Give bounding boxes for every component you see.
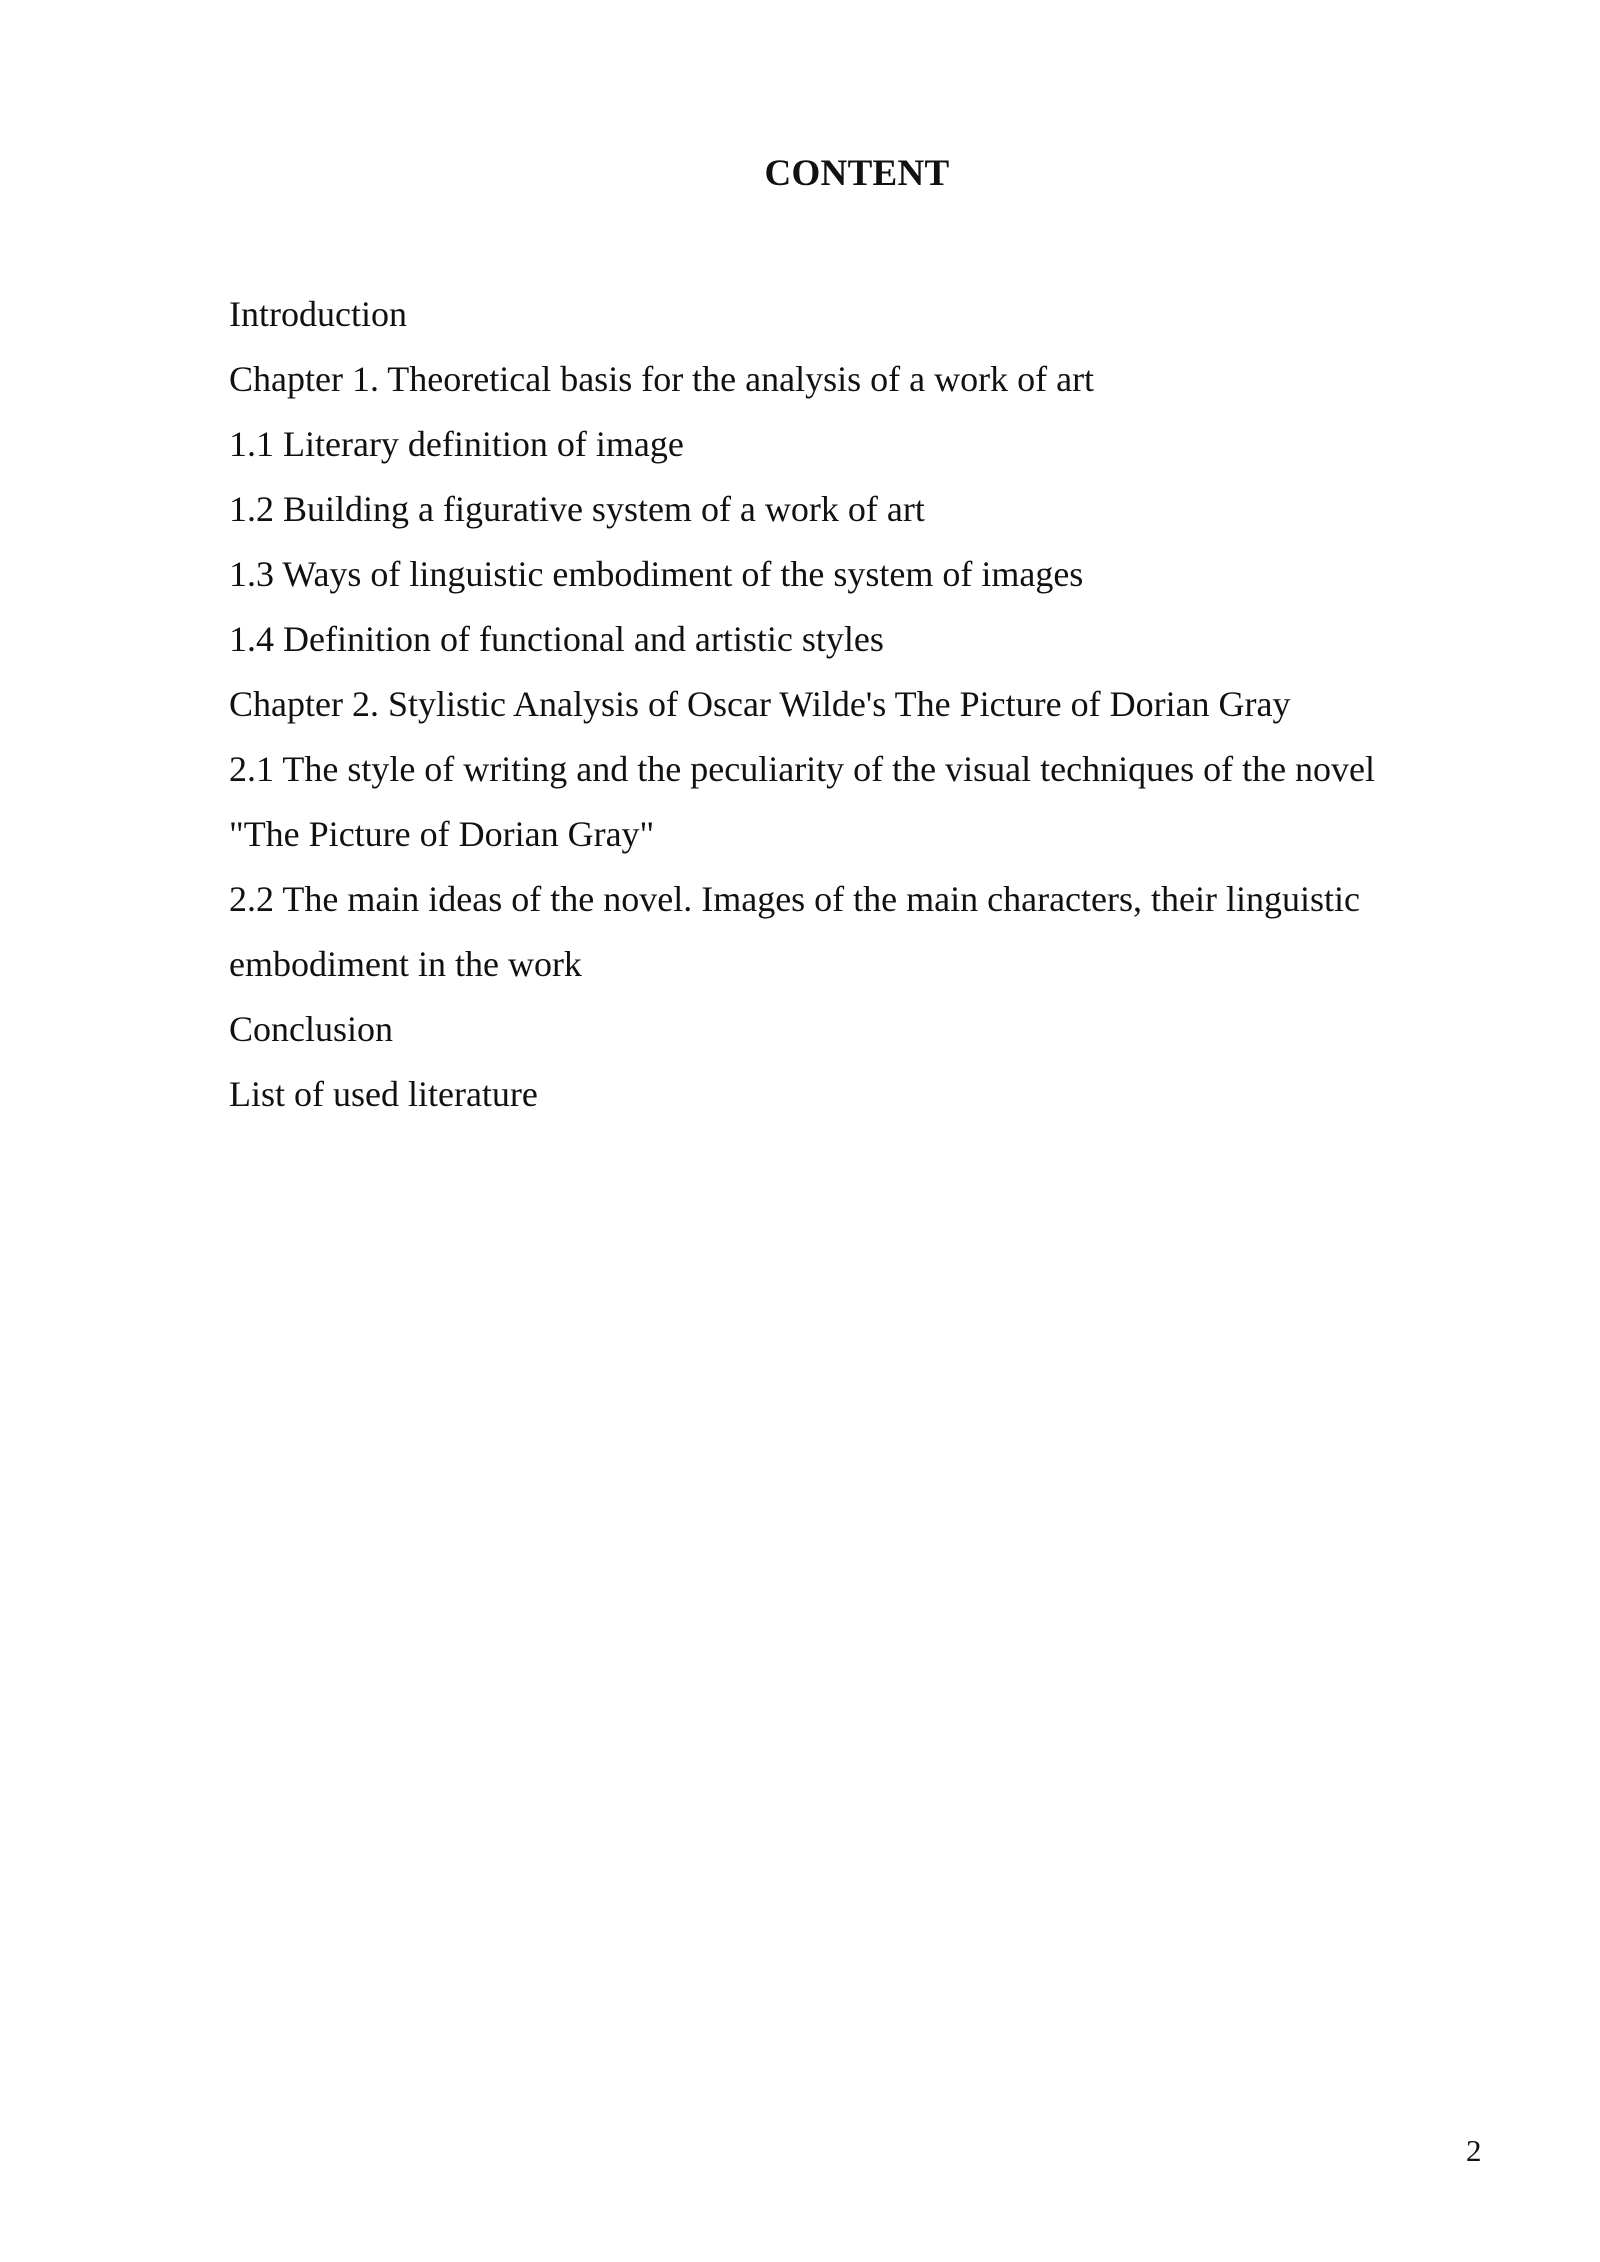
toc-line-chapter-2: Chapter 2. Stylistic Analysis of Oscar Wilde's The Picture of Dorian Gray [229, 684, 1291, 724]
toc-line-conclusion: Conclusion [229, 1009, 394, 1049]
toc-line-2-2-continued: embodiment in the work [229, 944, 582, 984]
toc-line-2-1: 2.1 The style of writing and the peculiarity of the visual techniques of the novel [229, 749, 1376, 789]
toc-line-introduction: Introduction [229, 294, 407, 334]
toc-line-1-1: 1.1 Literary definition of image [229, 424, 684, 464]
toc-line-1-3: 1.3 Ways of linguistic embodiment of the system of images [229, 554, 1084, 594]
toc-line-chapter-1: Chapter 1. Theoretical basis for the analysis of a work of art [229, 359, 1095, 399]
table-of-contents [229, 282, 1489, 1127]
page-title: CONTENT [764, 153, 950, 194]
toc-line-1-4: 1.4 Definition of functional and artistic styles [229, 619, 884, 659]
page-number: 2 [1466, 2133, 1482, 2168]
toc-line-2-2: 2.2 The main ideas of the novel. Images of the main characters, their linguistic [229, 879, 1360, 919]
toc-line-literature: List of used literature [229, 1074, 538, 1114]
toc-line-2-1-continued: "The Picture of Dorian Gray" [229, 814, 655, 854]
toc-line-1-2: 1.2 Building a figurative system of a work of art [229, 489, 925, 529]
